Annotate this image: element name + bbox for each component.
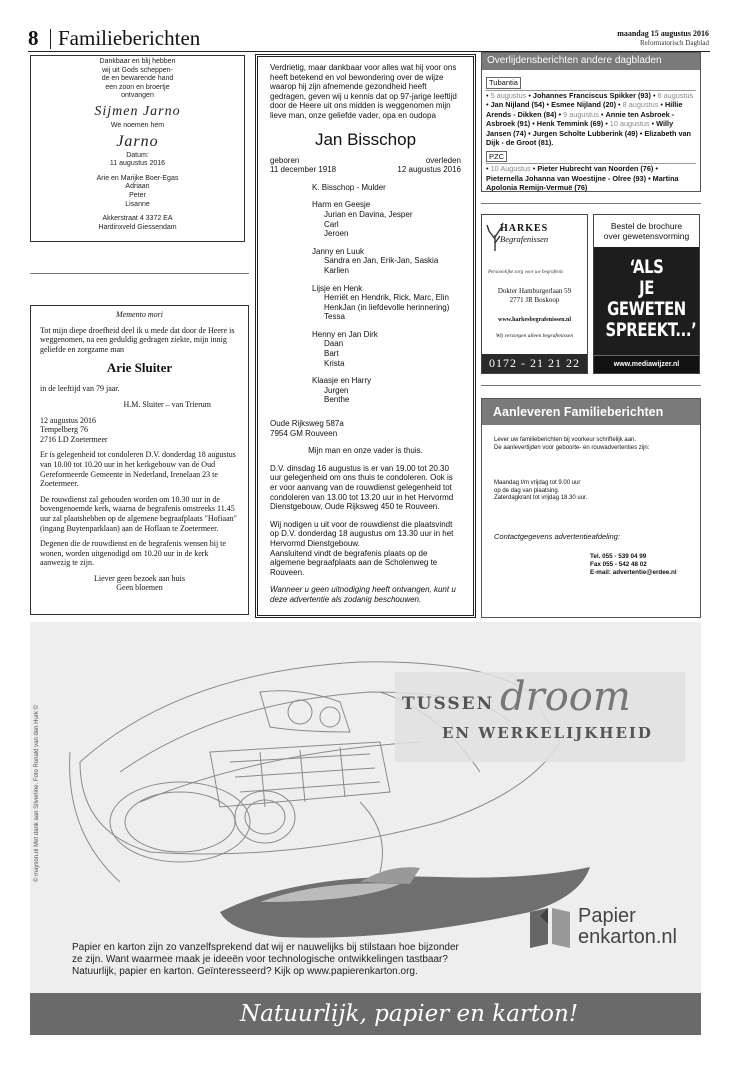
submission-info (481, 398, 701, 618)
obituary-sluiter (30, 305, 249, 615)
info-line: Maandag t/m vrijdag tot 9.00 uur (494, 480, 581, 487)
family-group (312, 376, 461, 405)
obituary-bisschop (255, 54, 476, 618)
birth-intro-line: wij uit Gods scheppen- (102, 66, 173, 74)
entry-names: Johannes Franciscus Spikker (93) (532, 90, 651, 100)
born-label: geboren (270, 155, 300, 165)
birth-intro-line: Dankbaar en blij hebben (99, 58, 176, 65)
address-line: Oude Rijksweg 587a (270, 419, 344, 429)
baby-nickname: Jarno (116, 132, 159, 150)
source-name: Tubantia (486, 77, 521, 89)
ad-copy-line: Papier en karton zijn zo vanzelfsprekend dat wij er nauwelijks bij stilstaan hoe bijzonder (72, 942, 459, 953)
deceased-name: Jan Bisschop (314, 129, 417, 149)
ad-copy-line: ze zijn. Want waarmee maak je ideeën voor technologische ontwikkelingen tastbaar? (72, 954, 448, 965)
tree-icon (486, 221, 504, 251)
attendance-text: Degenen die de rouwdienst en de begrafenis wensen bij te wonen, worden uitgenodigd om 10.20 uur in de kerk aanwezig te zijn. (40, 539, 226, 568)
service-text: De rouwdienst zal gehouden worden om 10.30 uur in de bovengenoemde kerk, waarna de begrafenis omstreeks 11.45 uur zal plaatshebben op de algemene begraafplaats "Hofiaan" (ingang Buytenparklaan) aan de Hoflaan te Zoetermeer. (40, 494, 237, 533)
entry-date: 8 augustus (622, 100, 659, 109)
family-member: Karlien (324, 265, 349, 275)
family-member: Lisanne (125, 200, 150, 208)
birth-intro-line: ontvangen (121, 92, 154, 100)
family-member: Daan (324, 339, 344, 349)
source-name: PZC (486, 151, 507, 163)
mediawijzer-ad[interactable] (593, 214, 700, 374)
harkes-tagline: Persoonlijke zorg voor uw begrafenis (488, 270, 564, 275)
spouse: K. Bisschop - Mulder (312, 182, 386, 192)
family-member: Carl (324, 219, 339, 229)
baby-full-name: Sijmen Jarno (94, 103, 181, 119)
family-member: Adriaan (125, 183, 150, 191)
slogan-line: ‘ALS (629, 256, 664, 278)
issue-date: maandag 15 augustus 2016 (617, 29, 709, 38)
contact-label: Contactgegevens advertentieafdeling: (494, 531, 620, 541)
family-member: Sandra en Jan, Erik-Jan, Saskia (324, 256, 439, 266)
family-head: Janny en Luuk (312, 246, 365, 256)
condolence-text: D.V. dinsdag 16 augustus is er van 19.00 tot 20.30 uur gelegenheid om ons thuis te condoleren. Ook is er voor aanvang van de rouwdienst gelegenheid tot condoleren van 13.00 tot 13.20 uur in het Hervormd Dienstgebouw, Oude Rijksweg 450 te Rouveen. (270, 463, 454, 512)
entry-names: Pieter Hubrecht van Noorden (76) • Pieternella Johanna van Woestijne - Olree (93) • Martina Apolonia Remijn-Vermuë (76) (486, 164, 679, 192)
entry-names: Annie ten Asbroek - Asbroek (91) • Henk Temmink (69) (486, 109, 675, 128)
birth-announcement (30, 55, 245, 242)
address-line: Tempelberg 76 (40, 425, 88, 435)
family-member: Peter (129, 191, 146, 199)
birth-intro-line: de en bewarende hand (101, 75, 174, 83)
harkes-motto: Wij verzorgen alleen begrafenissen (495, 333, 574, 339)
family-member: Krista (324, 358, 345, 368)
box-title: Aanleveren Familieberichten (482, 399, 700, 425)
logo-word: enkarton.nl (578, 926, 677, 948)
slogan-line: SPREEKT...’ (605, 319, 697, 341)
harkes-name: HARKES (500, 223, 549, 234)
headline-word: TUSSEN (402, 694, 495, 714)
obituary-intro: Tot mijn diepe droefheid deel ik u mede dat door de Heere is weggenomen, na een geduldig gedragen ziekte, mijn innig geliefde en zorgzame man (40, 325, 235, 354)
family-member: Tessa (324, 312, 345, 322)
address-line: Dokter Hamburgerlaan 59 (497, 287, 572, 295)
entry-date: 10 augustus (609, 119, 650, 128)
born-date: 11 december 1918 (270, 165, 337, 175)
other-papers-obituaries: Overlijdensberichten andere dagbladen Tubantia • 5 augustus • Johannes Franciscus Spikker (93) • 6 augustus • Jan Nijland (54) • Esmee Nijland (20) • 8 augustus • Hillie Arends - Dikken (84) • 9 augustus • Annie ten Asbroek - Asbroek (91) • Henk Temmink (69) • 10 augustus • Willy Jansen (74) • Jurgen Scholte Lubberink (49) • Elizabeth van Dijk - de Groot (81). PZC • 10 Augustus • Pieter Hubrecht van Noorden (76) • Pieternella Johanna van Woestijne - Olree (93) • Martina Apolonia Remijn-Vermuë (76) (481, 52, 701, 192)
section-title: Familieberichten (58, 26, 201, 50)
info-line: Lever uw familieberichten bij voorkeur schriftelijk aan. (494, 437, 637, 443)
headline-script: droom (500, 674, 631, 720)
papierenkarton-logo[interactable] (526, 904, 677, 953)
book-icon (526, 904, 574, 948)
family-member: Bart (324, 349, 339, 359)
newspaper-name: Reformatorisch Dagblad (639, 39, 709, 47)
harkes-sub: Begrafenissen (500, 234, 549, 244)
harkes-logo (482, 215, 587, 259)
header-divider (50, 29, 51, 49)
entry-date: 9 augustus (563, 109, 599, 119)
obituary-intro: Verdrietig, maar dankbaar voor alles wat hij voor ons heeft betekend en vol bewondering over de wijze waarop hij zijn afnemende gezondheid heeft gedragen, geven wij u kennis dat op 97-jarige leeftijd door de Heere uit ons midden is weggenomen mijn lieve man, onze geliefde vader, opa en oudopa (270, 63, 457, 120)
info-line: Zaterdagkrant tot vrijdag 18.30 uur. (494, 495, 588, 502)
address-line: Hardinxveld Giessendam (98, 223, 177, 231)
entry-names: Willy Jansen (74) • Jurgen Scholte Lubberink (49) • Elizabeth van Dijk - de Groot (81). (486, 119, 692, 147)
deceased-age: in de leeftijd van 79 jaar. (40, 384, 120, 394)
family-head: Henny en Jan Dirk (312, 329, 378, 339)
entry-date: 6 augustus (657, 90, 694, 100)
family-group (312, 200, 461, 238)
family-member: Jurgen (324, 385, 349, 395)
ad-copy (72, 942, 482, 978)
box-title: Overlijdensberichten andere dagbladen (482, 53, 700, 70)
entry-date: 5 augustus (490, 90, 527, 100)
family-group (312, 330, 461, 368)
logo-word: Papier (578, 905, 636, 927)
harkes-phone: 0172 - 21 21 22 (482, 354, 587, 373)
column-separator (30, 273, 249, 274)
closing-line: Geen bloemen (116, 583, 163, 593)
family-head: Lijsje en Henk (312, 283, 363, 293)
headline-word: EN WERKELIJKHEID (442, 724, 653, 742)
memento-heading: Memento mori (116, 310, 163, 319)
family-member: Benthe (324, 395, 350, 405)
birth-date: 11 augustus 2016 (109, 160, 166, 168)
birth-intro-line: een zoon en broertje (105, 83, 170, 91)
died-date: 12 augustus 2016 (397, 165, 461, 175)
slogan-line: GEWETEN (607, 298, 686, 320)
fax-number: Fax 055 - 542 48 02 (590, 560, 647, 568)
burial-text: Aansluitend vindt de begrafenis plaats op de algemene begraafplaats aan de Scholenweg te Rouveen. (270, 548, 438, 577)
column-separator (481, 385, 701, 386)
deceased-name: Arie Sluiter (106, 360, 173, 376)
address-line: Akkerstraat 4 3372 EA (102, 215, 173, 223)
home-notice: Mijn man en onze vader is thuis. (308, 446, 423, 456)
family-group (312, 247, 461, 276)
address-line: 2771 JR Boskoop (509, 296, 560, 304)
family-member: HenkJan (in liefdevolle herinnering) (324, 302, 450, 312)
brochure-line: over gewetensvorming (603, 231, 690, 241)
family-group (312, 284, 461, 322)
info-line: op de dag van plaatsing. (494, 487, 560, 494)
condolence-text: Er is gelegenheid tot condoleren D.V. donderdag 18 augustus van 10.00 tot 10.20 uur in het kerkgebouw van de Oud Gereformeerde Gemeente in Nederland, Irenelaan 23 te Zoetermeer. (40, 450, 236, 489)
entry-date: 10 Augustus (490, 164, 531, 173)
service-text: Wij nodigen u uit voor de rouwdienst die plaatsvindt op D.V. donderdag 18 augustus om 13.30 uur in het Hervormd Dienstgebouw. (270, 519, 454, 548)
page-number: 8 (28, 26, 39, 50)
ad-footer-slogan: Natuurlijk, papier en karton! (30, 993, 701, 1035)
mediawijzer-url[interactable]: www.mediawijzer.nl (594, 355, 699, 373)
papier-karton-ad[interactable] (30, 622, 701, 1035)
family-head: Harm en Geesje (312, 200, 371, 210)
family-member: Jurian en Davina, Jesper (324, 209, 413, 219)
column-separator (481, 203, 701, 204)
harkes-website[interactable]: www.harkesbegrafenissen.nl (497, 317, 571, 323)
ad-copy-line: Natuurlijk, papier en karton. Geïnteresseerd? Kijk op www.papierenkarton.org. (72, 966, 418, 977)
birth-date-label: Datum: (126, 151, 149, 159)
family-member: Herriët en Hendrik, Rick, Marc, Elin (324, 293, 449, 303)
slogan-line: JE (639, 277, 654, 299)
photo-credit: © mayson.nl Met dank aan Silverline. Foto Ronald van den Hurk © (34, 705, 40, 882)
call-label: We noemen hem (110, 121, 165, 129)
address-line: 7954 GM Rouveen (270, 428, 338, 438)
closing-line: Liever geen bezoek aan huis (93, 573, 186, 583)
invitation-note: Wanneer u geen uitnodiging heeft ontvangen, kunt u deze advertentie als zodanig beschouwen. (270, 585, 456, 604)
email-address[interactable]: E-mail: advertentie@erdee.nl (590, 568, 677, 576)
brochure-line: Bestel de brochure (610, 221, 683, 231)
harkes-ad[interactable] (481, 214, 588, 374)
signed-by: H.M. Sluiter – van Trierum (123, 399, 211, 409)
family-head: Klaasje en Harry (312, 376, 372, 386)
address-line: 2716 LD Zoetermeer (40, 434, 108, 444)
address-line: 12 augustus 2016 (40, 415, 96, 425)
died-label: overleden (425, 155, 461, 165)
phone-number: Tel. 055 - 539 04 99 (590, 552, 647, 560)
family-member: Arie en Marijke Boer-Egas (96, 174, 179, 182)
entry-names: Hillie Arends - Dikken (84) • (486, 100, 683, 119)
info-line: De aanlevertijden voor geboorte- en rouwadvertenties zijn: (494, 444, 650, 451)
entry-names: Jan Nijland (54) • Esmee Nijland (20) (490, 100, 617, 109)
family-member: Jeroen (324, 229, 349, 239)
